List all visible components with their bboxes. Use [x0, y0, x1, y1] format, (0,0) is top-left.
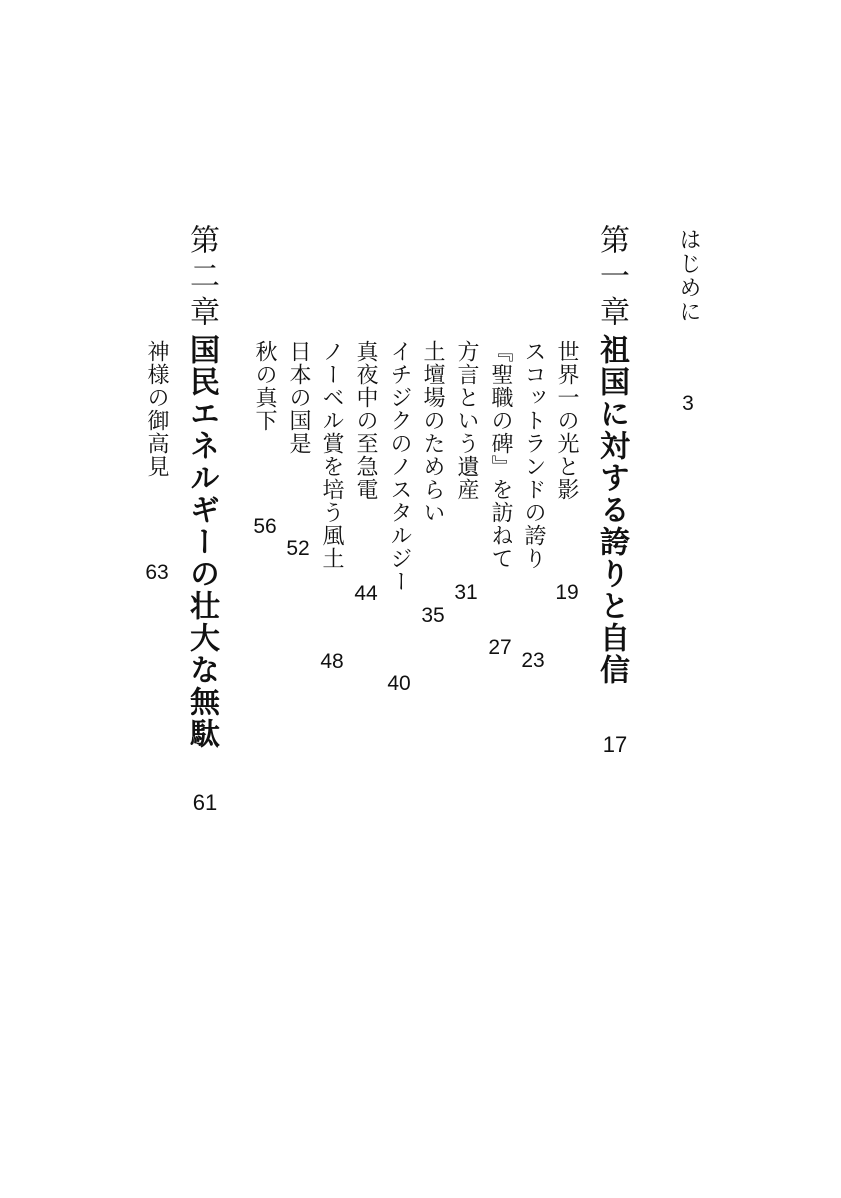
- entry-title: 方言という遺産: [454, 340, 479, 501]
- preface-page-number: 3: [682, 392, 694, 415]
- entry-title: 日本の国是: [286, 340, 311, 455]
- entry-page-number: 52: [286, 537, 310, 560]
- entry-page-number: 23: [521, 649, 545, 672]
- entry-page-number: 35: [421, 604, 445, 627]
- chapter-2-page-number: 61: [192, 790, 218, 815]
- entry-title: スコットランドの誇り: [521, 340, 546, 570]
- entry-title: 『聖職の碑』を訪ねて: [488, 340, 513, 570]
- entry-title: 秋の真下: [252, 340, 277, 432]
- entry-page-number: 27: [488, 636, 512, 659]
- entry-page-number: 31: [454, 581, 478, 604]
- preface-title: はじめに: [676, 228, 701, 324]
- entry-page-number: 44: [354, 582, 378, 605]
- entry-page-number: 19: [555, 581, 579, 604]
- chapter-1-title: 祖国に対する誇りと自信: [594, 334, 629, 686]
- chapter-1-page-number: 17: [602, 732, 628, 757]
- entry-page-number: 40: [387, 672, 411, 695]
- entry-title: イチジクのノスタルジー: [387, 340, 412, 593]
- entry-page-number: 56: [253, 515, 277, 538]
- entry-title: 世界一の光と影: [554, 340, 579, 501]
- chapter-2-label: 第二章: [184, 224, 219, 332]
- entry-title: 神様の御高見: [144, 340, 169, 478]
- chapter-1-label: 第一章: [594, 224, 629, 332]
- entry-title: 真夜中の至急電: [353, 340, 378, 501]
- entry-page-number: 63: [145, 561, 169, 584]
- entry-page-number: 48: [320, 650, 344, 673]
- entry-title: 土壇場のためらい: [420, 340, 445, 524]
- chapter-2-title: 国民エネルギーの壮大な無駄: [184, 334, 219, 750]
- entry-title: ノーベル賞を培う風土: [319, 340, 344, 570]
